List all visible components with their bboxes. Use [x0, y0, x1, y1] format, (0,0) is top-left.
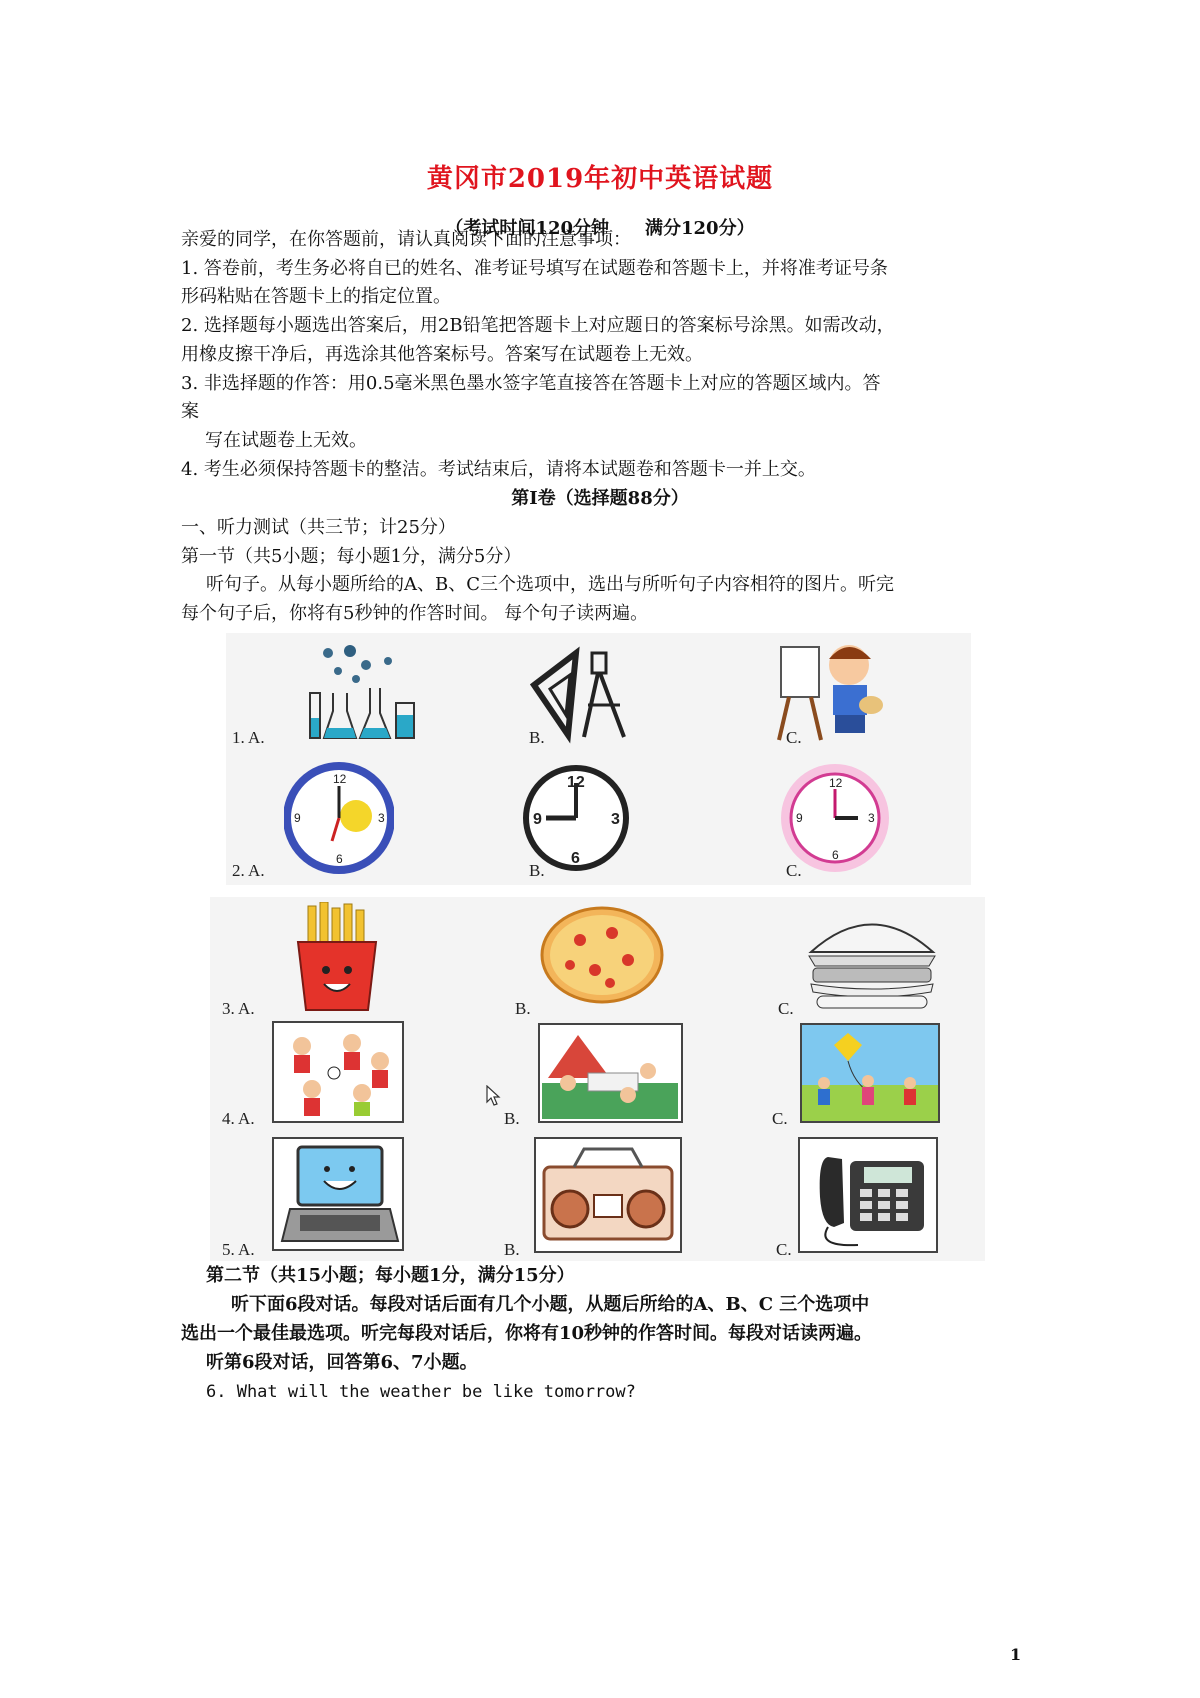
picnic-picture: [538, 1023, 683, 1123]
dialog-instruction: 听第6段对话，回答第6、7小题。: [206, 1352, 478, 1373]
clock-icon: [521, 761, 631, 876]
section1-title: 第一节（共5小题；每小题1分，满分5分）: [181, 546, 522, 567]
clock-number: 3: [868, 811, 875, 825]
kite-flying-picture: [800, 1023, 940, 1123]
question-6: 6. What will the weather be like tomorrow?: [206, 1382, 636, 1402]
clock-number: 3: [378, 811, 385, 825]
clock-icon: [284, 761, 394, 876]
option-label: B.: [515, 999, 531, 1018]
geometry-tools-icon: [526, 645, 646, 745]
clock-number: 12: [567, 774, 585, 791]
option-label: 4. A.: [222, 1109, 255, 1128]
note-line: 1. 答卷前，考生务必将自已的姓名、准考证号填写在试题卷和答题卡上，并将准考证号条: [181, 258, 888, 279]
option-label: 2. A.: [232, 861, 265, 880]
chemistry-flasks-icon: [298, 643, 418, 748]
radio-cassette-icon: [534, 1137, 682, 1253]
pizza-icon: [540, 905, 665, 1005]
clock-number: 9: [533, 811, 542, 828]
section2-title: 第二节（共15小题；每小题1分，满分15分）: [206, 1265, 575, 1286]
clock-icon: [778, 761, 893, 876]
section-heading: 一、听力测试（共三节；计25分）: [181, 517, 456, 538]
clock-number: 12: [829, 776, 843, 790]
clock-number: 6: [571, 850, 580, 867]
laptop-icon: [272, 1137, 404, 1253]
french-fries-icon: [290, 902, 410, 1017]
option-label: C.: [776, 1240, 792, 1259]
option-label: C.: [778, 999, 794, 1018]
exam-info: （考试时间120分钟 满分120分）: [445, 218, 755, 239]
figure-q3-q5: [210, 897, 985, 1261]
part-title: 第Ⅰ卷（选择题88分）: [511, 488, 689, 509]
option-label: B.: [529, 861, 545, 880]
option-label: C.: [786, 861, 802, 880]
note-line: 案: [181, 401, 199, 422]
note-line: 用橡皮擦干净后，再选涂其他答案标号。答案写在试题卷上无效。: [181, 344, 703, 365]
clock-number: 12: [333, 772, 347, 786]
option-label: B.: [504, 1240, 520, 1259]
page-number: 1: [1010, 1645, 1022, 1664]
section2-instruction: 听下面6段对话。每段对话后面有几个小题，从题后所给的A、B、C 三个选项中: [231, 1294, 870, 1315]
painting-boy-icon: [771, 635, 891, 745]
figure-q1-q2: [226, 633, 971, 885]
clock-number: 3: [611, 811, 620, 828]
note-line: 4. 考生必须保持答题卡的整洁。考试结束后，请将本试题卷和答题卡一并上交。: [181, 459, 816, 480]
hamburger-icon: [805, 912, 940, 1012]
option-label: C.: [772, 1109, 788, 1128]
soccer-kids-picture: [272, 1021, 404, 1123]
clock-number: 9: [796, 811, 803, 825]
section1-instruction: 每个句子后，你将有5秒钟的作答时间。 每个句子读两遍。: [181, 603, 649, 624]
option-label: B.: [504, 1109, 520, 1128]
clock-number: 6: [832, 848, 839, 862]
option-label: B.: [529, 728, 545, 747]
note-line: 2. 选择题每小题选出答案后，用2B铅笔把答题卡上对应题日的答案标号涂黑。如需改动，: [181, 315, 895, 336]
section1-instruction: 听句子。从每小题所给的A、B、C三个选项中，选出与所听句子内容相符的图片。听完: [206, 574, 894, 595]
clock-number: 9: [294, 811, 301, 825]
option-label: C.: [786, 728, 802, 747]
option-label: 3. A.: [222, 999, 255, 1018]
mouse-pointer-icon: [486, 1085, 502, 1107]
page-title: 黄冈市2019年初中英语试题: [426, 164, 774, 194]
option-label: 5. A.: [222, 1240, 255, 1259]
telephone-icon: [798, 1137, 938, 1253]
section2-instruction: 选出一个最佳最选项。听完每段对话后，你将有10秒钟的作答时间。每段对话读两遍。: [181, 1323, 873, 1344]
note-line: 形码粘贴在答题卡上的指定位置。: [181, 286, 451, 307]
clock-number: 6: [336, 852, 343, 866]
note-line: 写在试题卷上无效。: [205, 430, 367, 451]
note-line: 3. 非选择题的作答：用0.5毫米黑色墨水签字笔直接答在答题卡上对应的答题区域内。答: [181, 373, 881, 394]
option-label: 1. A.: [232, 728, 265, 747]
intro-text: 亲爱的同学，在你答题前，请认真阅读下面的注意事项：: [181, 229, 631, 250]
